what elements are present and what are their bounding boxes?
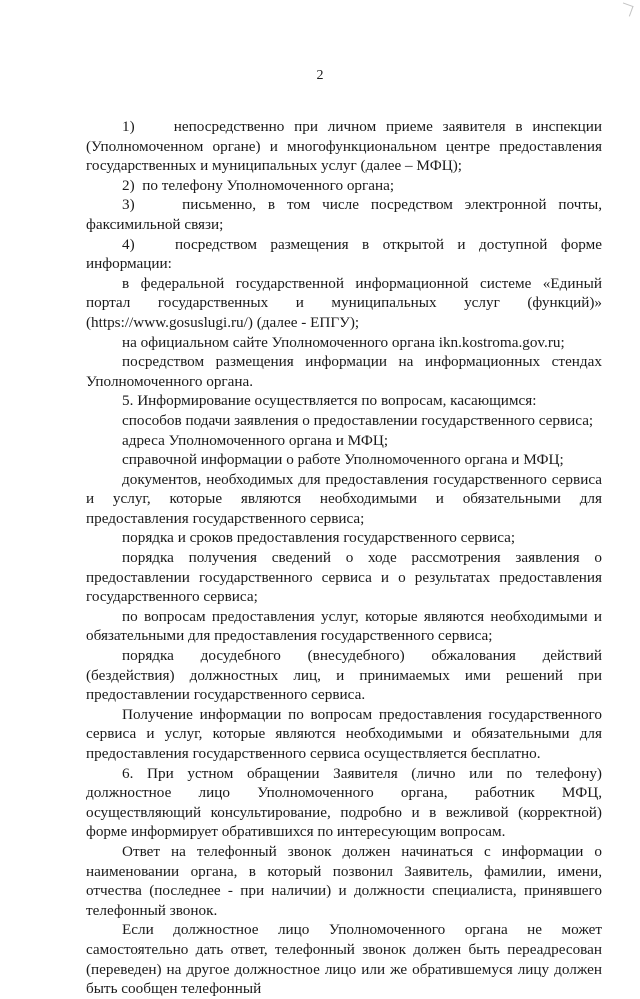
paragraph-1: 1) непосредственно при личном приеме заявителя в инспекции (Уполномоченном органе) и многофункциональном центре предоставления государственных и муниципальных услуг (далее – МФЦ); <box>86 118 602 175</box>
paragraph-7: посредством размещения информации на информационных стендах Уполномоченного органа. <box>86 353 602 390</box>
paragraph-6: на официальном сайте Уполномоченного органа ikn.kostroma.gov.ru; <box>122 333 565 351</box>
scan-corner-mark <box>619 2 633 16</box>
paragraph-12: документов, необходимых для предоставления государственного сервиса и услуг, которые являются необходимыми и обязательными для предоставления государственного сервиса; <box>86 470 602 527</box>
document-body <box>86 117 602 999</box>
paragraph-4: 4) посредством размещения в открытой и доступной форме информации: <box>86 235 602 273</box>
paragraph-17: Получение информации по вопросам предоставления государственного сервиса и услуг, которые являются необходимыми и обязательными для предоставления государственного сервиса осуществляется бесплатно. <box>86 705 602 762</box>
paragraph-10: адреса Уполномоченного органа и МФЦ; <box>122 431 389 449</box>
paragraph-15: по вопросам предоставления услуг, которые являются необходимыми и обязательными для предоставления государственного сервиса; <box>86 607 602 645</box>
paragraph-19: Ответ на телефонный звонок должен начинаться с информации о наименовании органа, в который позвонил Заявитель, фамилии, имени, отчества (последнее - при наличии) и должности специалиста, принявшего телефонный звонок. <box>86 842 602 919</box>
paragraph-11: справочной информации о работе Уполномоченного органа и МФЦ; <box>122 451 564 469</box>
paragraph-3: 3) письменно, в том числе посредством электронной почты, факсимильной связи; <box>86 196 602 233</box>
page-number: 2 <box>316 68 324 83</box>
paragraph-16: порядка досудебного (внесудебного) обжалования действий (бездействия) должностных лиц, и принимаемых ими решений при предоставлении государственного сервиса. <box>86 647 602 704</box>
paragraph-14: порядка получения сведений о ходе рассмотрения заявления о предоставлении государственного сервиса и о результатах предоставления государственного сервиса; <box>86 549 602 606</box>
paragraph-5: в федеральной государственной информационной системе «Единый портал государственных и муниципальных услуг (функций)» (https://www.gosuslugi.ru/) (далее - ЕПГУ); <box>86 274 602 331</box>
paragraph-2: 2) по телефону Уполномоченного органа; <box>122 176 395 194</box>
paragraph-13: порядка и сроков предоставления государственного сервиса; <box>122 529 516 547</box>
paragraph-18: 6. При устном обращении Заявителя (лично или по телефону) должностное лицо Уполномоченного органа, работник МФЦ, осуществляющий консультирование, подробно и в вежливой (корректной) форме информирует обратившихся по интересующим вопросам. <box>86 764 602 841</box>
paragraph-9: способов подачи заявления о предоставлении государственного сервиса; <box>122 411 594 429</box>
paragraph-20: Если должностное лицо Уполномоченного органа не может самостоятельно дать ответ, телефонный звонок должен быть переадресован (переведен) на другое должностное лицо или же обратившемуся лицу должен быть сообщен телефонный <box>86 921 602 998</box>
paragraph-8: 5. Информирование осуществляется по вопросам, касающимся: <box>122 392 537 410</box>
